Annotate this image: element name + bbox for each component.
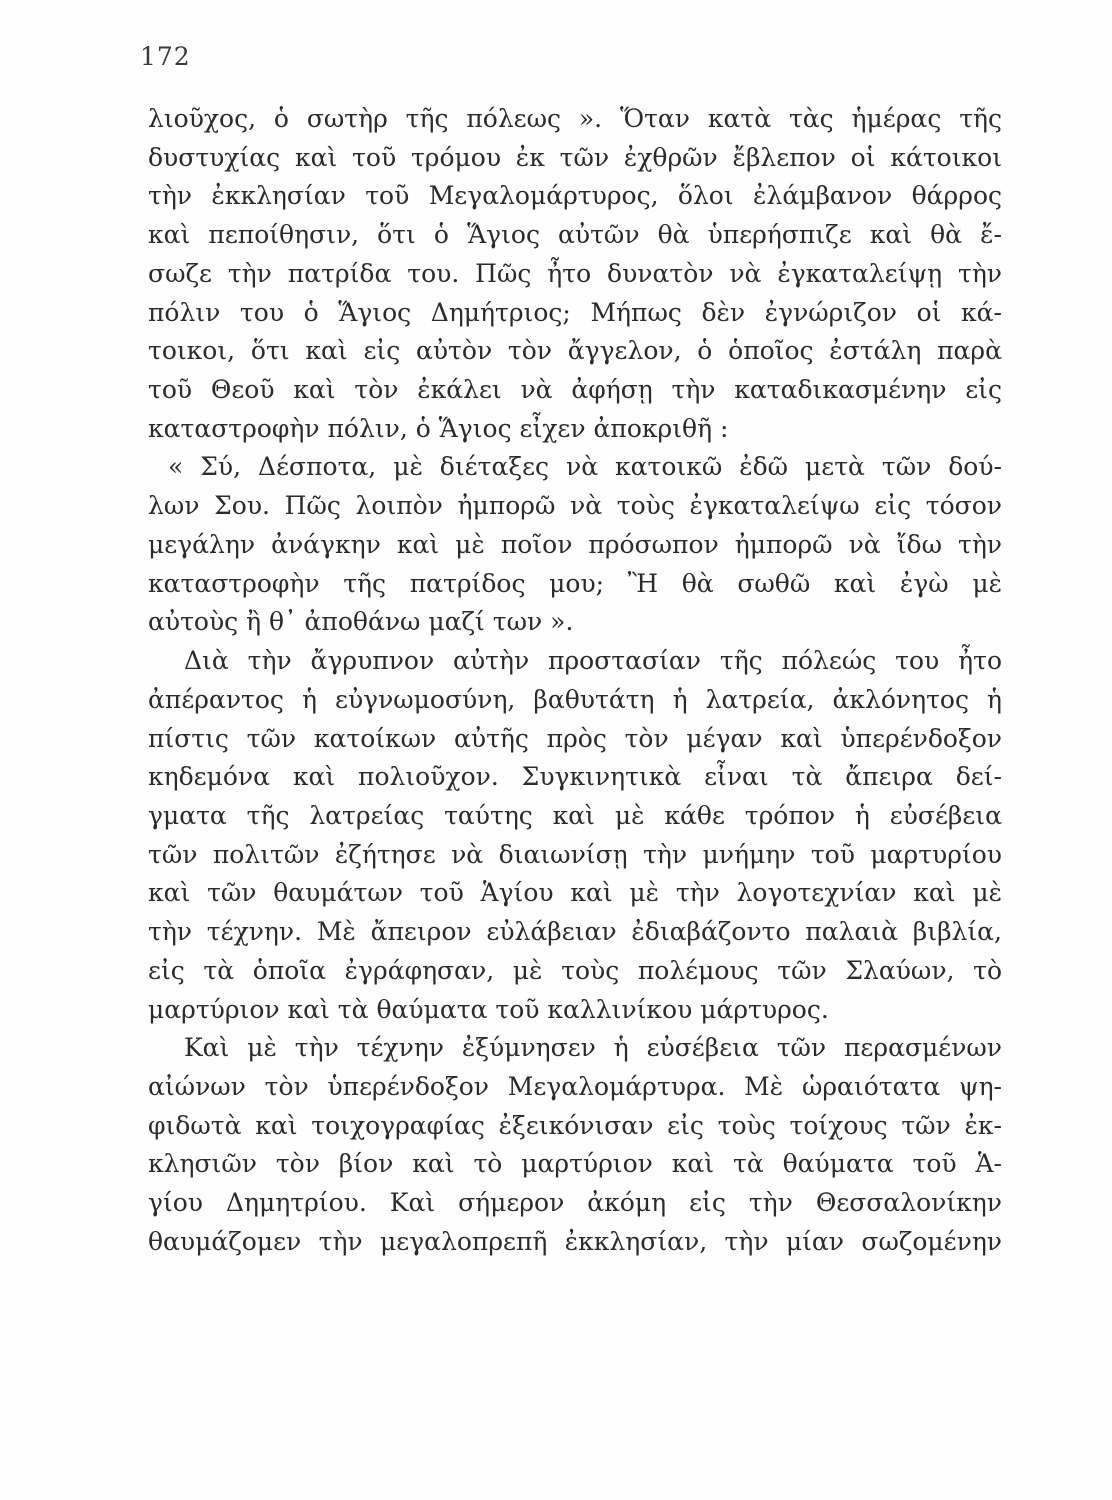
- text-line: καὶ πεποίθησιν, ὅτι ὁ Ἅγιος αὐτῶν θὰ ὑπερήσπιζε καὶ θὰ ἔ-: [148, 220, 1002, 250]
- paragraph-start: Καὶ μὲ τὴν τέχνην ἐξύμνησεν ἡ εὐσέβεια τῶν περασμένων: [184, 1033, 1002, 1063]
- quote-line: καταστροφὴν τῆς πατρίδος μου; Ἢ θὰ σωθῶ καὶ ἐγὼ μὲ: [148, 568, 1002, 598]
- text-line: πίστις τῶν κατοίκων αὐτῆς πρὸς τὸν μέγαν καὶ ὑπερένδοξον: [148, 723, 1002, 753]
- text-line: σωζε τὴν πατρίδα του. Πῶς ἦτο δυνατὸν νὰ ἐγκαταλείψῃ τὴν: [148, 258, 1002, 288]
- text-line: καταστροφὴν πόλιν, ὁ Ἅγιος εἶχεν ἀποκριθῆ :: [148, 413, 729, 443]
- text-line: τὴν ἐκκλησίαν τοῦ Μεγαλομάρτυρος, ὅλοι ἐλάμβανον θάρρος: [148, 181, 1002, 211]
- quote-line: αὐτοὺς ἢ θ᾽ ἀποθάνω μαζί των ».: [148, 607, 574, 637]
- text-line: τοικοι, ὅτι καὶ εἰς αὐτὸν τὸν ἄγγελον, ὁ ὁποῖος ἐστάλη παρὰ: [148, 336, 1002, 366]
- text-line: θαυμάζομεν τὴν μεγαλοπρεπῆ ἐκκλησίαν, τὴν μίαν σωζομένην: [148, 1226, 1002, 1256]
- text-line: γματα τῆς λατρείας ταύτης καὶ μὲ κάθε τρόπον ἡ εὐσέβεια: [148, 800, 1002, 830]
- text-line: δυστυχίας καὶ τοῦ τρόμου ἐκ τῶν ἐχθρῶν ἔβλεπον οἱ κάτοικοι: [148, 142, 1002, 172]
- quote-line: « Σύ, Δέσποτα, μὲ διέταξες νὰ κατοικῶ ἐδῶ μετὰ τῶν δού-: [168, 452, 1002, 482]
- text-line: ἀπέραντος ἡ εὐγνωμοσύνη, βαθυτάτη ἡ λατρεία, ἀκλόνητος ἡ: [148, 684, 1002, 714]
- text-line: πόλιν του ὁ Ἅγιος Δημήτριος; Μήπως δὲν ἐγνώριζον οἱ κά-: [148, 297, 1002, 327]
- text-line: κηδεμόνα καὶ πολιοῦχον. Συγκινητικὰ εἶναι τὰ ἄπειρα δεί-: [148, 762, 1002, 792]
- quote-line: μεγάλην ἀνάγκην καὶ μὲ ποῖον πρόσωπον ἠμπορῶ νὰ ἴδω τὴν: [148, 529, 1002, 559]
- body-text: [148, 100, 1002, 1262]
- text-line: κλησιῶν τὸν βίον καὶ τὸ μαρτύριον καὶ τὰ θαύματα τοῦ Ἁ-: [148, 1149, 1002, 1179]
- text-line: εἰς τὰ ὁποῖα ἐγράφησαν, μὲ τοὺς πολέμους τῶν Σλαύων, τὸ: [148, 955, 1002, 985]
- page-number: 172: [140, 42, 191, 71]
- paragraph-start: Διὰ τὴν ἄγρυπνον αὐτὴν προστασίαν τῆς πόλεώς του ἦτο: [184, 646, 1002, 676]
- text-line: μαρτύριον καὶ τὰ θαύματα τοῦ καλλινίκου μάρτυρος.: [148, 994, 829, 1024]
- text-line: γίου Δημητρίου. Καὶ σήμερον ἀκόμη εἰς τὴν Θεσσαλονίκην: [148, 1188, 1002, 1218]
- text-line: τὴν τέχνην. Μὲ ἄπειρον εὐλάβειαν ἐδιαβάζοντο παλαιὰ βιβλία,: [148, 917, 1002, 947]
- text-line: λιοῦχος, ὁ σωτὴρ τῆς πόλεως ». Ὅταν κατὰ τὰς ἡμέρας τῆς: [148, 104, 1002, 133]
- text-line: τῶν πολιτῶν ἐζήτησε νὰ διαιωνίσῃ τὴν μνήμην τοῦ μαρτυρίου: [148, 839, 1002, 869]
- text-line: τοῦ Θεοῦ καὶ τὸν ἐκάλει νὰ ἀφήσῃ τὴν καταδικασμένην εἰς: [148, 375, 1002, 405]
- text-line: καὶ τῶν θαυμάτων τοῦ Ἁγίου καὶ μὲ τὴν λογοτεχνίαν καὶ μὲ: [148, 878, 1002, 908]
- quote-line: λων Σου. Πῶς λοιπὸν ἠμπορῶ νὰ τοὺς ἐγκαταλείψω εἰς τόσον: [148, 491, 1002, 521]
- text-line: αἰώνων τὸν ὑπερένδοξον Μεγαλομάρτυρα. Μὲ ὡραιότατα ψη-: [148, 1071, 1002, 1101]
- text-line: φιδωτὰ καὶ τοιχογραφίας ἐξεικόνισαν εἰς τοὺς τοίχους τῶν ἐκ-: [148, 1110, 1002, 1140]
